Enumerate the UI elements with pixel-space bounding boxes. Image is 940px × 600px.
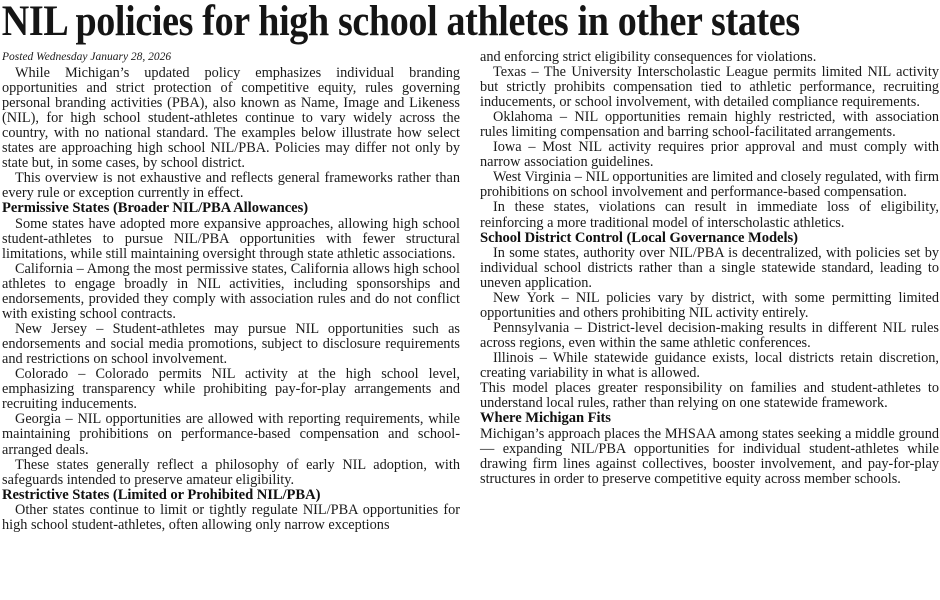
state-paragraph: West Virginia – NIL opportunities are limited and closely regulated, with firm prohibitions on school involvement and performance-based compensation.	[480, 169, 939, 201]
byline: Posted Wednesday January 28, 2026	[2, 51, 172, 63]
left-column-body	[0, 66, 461, 533]
body-paragraph: This model places greater responsibility on families and student-athletes to understand local rules, rather than relying on one statewide framework.	[480, 380, 939, 412]
section-heading: Where Michigan Fits	[480, 410, 611, 427]
state-paragraph: Texas – The University Interscholastic League permits limited NIL activity but strictly prohibits compensation tied to athletic performance, recruiting inducements, or school involvement, with detailed compliance requirements.	[480, 64, 939, 111]
left-column	[0, 50, 461, 600]
body-paragraph: In some states, authority over NIL/PBA is decentralized, with policies set by individual school districts rather than a single statewide standard, leading to uneven application.	[480, 244, 939, 292]
state-paragraph: Pennsylvania – District-level decision-making results in different NIL rules across regions, even within the same athletic conferences.	[480, 320, 939, 352]
body-paragraph: Michigan’s approach places the MHSAA among states seeking a middle ground — expanding NIL/PBA opportunities for individual student-athletes while drawing firm lines against collectives, booster involvement, and pay-for-play structures in order to preserve competitive equity across member schools.	[480, 425, 939, 488]
body-paragraph: This overview is not exhaustive and reflects general frameworks rather than every rule or exception currently in effect.	[2, 170, 460, 202]
body-paragraph: and enforcing strict eligibility consequences for violations.	[480, 50, 817, 65]
body-paragraph: In these states, violations can result in immediate loss of eligibility, reinforcing a more traditional model of interscholastic athletics.	[480, 199, 939, 231]
state-paragraph: Colorado – Colorado permits NIL activity at the high school level, emphasizing transparency while prohibiting pay-for-play arrangements and recruiting inducements.	[2, 366, 460, 413]
state-paragraph: Iowa – Most NIL activity requires prior approval and must comply with narrow association guidelines.	[480, 139, 939, 171]
state-paragraph: Oklahoma – NIL opportunities remain highly restricted, with association rules limiting compensation and barring school-facilitated arrangements.	[480, 109, 939, 141]
body-paragraph: These states generally reflect a philosophy of early NIL adoption, with safeguards intended to preserve amateur eligibility.	[2, 456, 460, 488]
page-title: NIL policies for high school athletes in other states	[1, 0, 800, 45]
right-column	[478, 50, 940, 600]
state-paragraph: New York – NIL policies vary by district, with some permitting limited opportunities and others prohibiting NIL activity entirely.	[480, 290, 939, 322]
section-heading: Restrictive States (Limited or Prohibited NIL/PBA)	[2, 486, 321, 503]
state-paragraph: Georgia – NIL opportunities are allowed with reporting requirements, while maintaining prohibitions on performance-based compensation and school-arranged deals.	[2, 411, 460, 458]
state-paragraph: New Jersey – Student-athletes may pursue NIL opportunities such as endorsements and social media promotions, subject to disclosure requirements and restrictions on school involvement.	[2, 321, 460, 368]
state-paragraph: California – Among the most permissive states, California allows high school athletes to engage broadly in NIL activities, including sponsorships and endorsements, provided they comply with association rules and do not conflict with existing school contracts.	[2, 260, 460, 323]
state-paragraph: Illinois – While statewide guidance exists, local districts retain discretion, creating variability in what is allowed.	[480, 350, 939, 382]
body-paragraph: Some states have adopted more expansive approaches, allowing high school student-athletes to pursue NIL/PBA opportunities with fewer structural limitations, while still maintaining oversight through state athletic associations.	[2, 215, 460, 262]
body-paragraph: While Michigan’s updated policy emphasizes individual branding opportunities and strict protection of competitive equity, rules governing personal branding activities (PBA), also known as Name, Image and Likeness (NIL), for high school student-athletes continue to vary widely across the country, with no national standard. The examples below illustrate how select states are approaching high school NIL/PBA. Policies may differ not only by state but, in some cases, by school district.	[2, 65, 460, 172]
section-heading: Permissive States (Broader NIL/PBA Allowances)	[2, 200, 309, 217]
body-paragraph: Other states continue to limit or tightly regulate NIL/PBA opportunities for high school student-athletes, often allowing only narrow exceptions	[2, 502, 460, 534]
section-heading: School District Control (Local Governance Models)	[480, 229, 798, 246]
article-columns	[0, 50, 940, 600]
right-column-body	[478, 50, 940, 487]
